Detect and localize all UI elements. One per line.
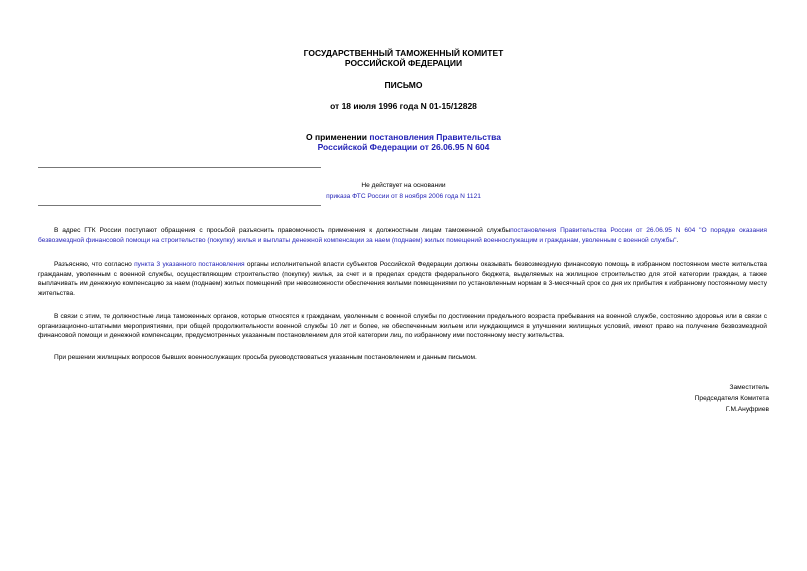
paragraph-2-prefix: Разъясняю, что согласно — [54, 261, 135, 268]
subject-prefix: О применении — [305, 132, 370, 142]
subject-line2 — [0, 142, 807, 152]
paragraph-2-text: органы исполнительной власти субъектов Российской Федерации должны оказывать безвозмездную финансовую помощь в избранном постоянном месте жительства гражданам, уволенным с военной службы, осуществляющим строительство (покупку) жилья, за счет и в пределах средств федерального бюджета, выделяемых на жилищное строительство для этой категории граждан, а также выплачивать им денежную компенсацию за наем (поднаем) жилых помещений при невозможности обеспечения жилыми помещениями по установленным нормам в 3-месячный срок со дня их прибытия к избранному постоянному месту жительства. — [38, 261, 767, 297]
subject-link-part1[interactable]: постановления Правительства — [369, 132, 502, 142]
paragraph-1-end: . — [676, 236, 679, 244]
status-text: Не действует на основании — [361, 182, 446, 189]
paragraph-1 — [38, 226, 767, 245]
org-name-line1: ГОСУДАРСТВЕННЫЙ ТАМОЖЕННЫЙ КОМИТЕТ — [303, 48, 504, 58]
org-name-line2: РОССИЙСКОЙ ФЕДЕРАЦИИ — [344, 58, 463, 68]
doc-type: ПИСЬМО — [384, 80, 423, 90]
paragraph-2-link[interactable]: пункта 3 указанного постановления — [134, 261, 245, 268]
paragraph-4-text: При решении жилищных вопросов бывших военнослужащих просьба руководствоваться указанным постановлением и данным письмом. — [54, 354, 477, 361]
paragraph-1-link[interactable]: постановления Правительства России от 26.06.95 N 604 "О порядке оказания безвозмездной финансовой помощи на строительство (покупку) жилья и выплаты денежной компенсации за наем (поднаем) жилых помещений военнослужащим и гражданам, уволенным с военной службы" — [38, 227, 768, 244]
signature-name: Г.М.Ануфриев — [725, 406, 769, 413]
signature-title: Заместитель — [729, 384, 769, 391]
paragraph-1-text: В адрес ГТК России поступают обращения с просьбой разъяснить правомочность применения к должностным лицам таможенной службы — [54, 227, 511, 234]
status-line2 — [0, 191, 807, 202]
divider-top — [38, 167, 321, 168]
paragraph-3 — [38, 312, 767, 341]
signature-position: Председателя Комитета — [694, 395, 769, 402]
paragraph-3-text: В связи с этим, те должностные лица таможенных органов, которые относятся к гражданам, уволенным с военной службы по достижении предельного возраста пребывания на военной службе, состоянию здоровья или в связи с организационно-штатными мероприятиями, при общей продолжительности военной службы 10 лет и более, не обеспеченным жильем или нуждающимся в улучшении жилищных условий, имеют право на получение безвозмездной финансовой помощи и денежной компенсации, предусмотренных указанным постановлением для этой категории лиц, по избранному ими постоянному месту жительства. — [38, 313, 767, 340]
subject-line1 — [0, 132, 807, 142]
subject-link-part2[interactable]: Российской Федерации от 26.06.95 N 604 — [317, 142, 490, 152]
doc-date-number: от 18 июля 1996 года N 01-15/12828 — [330, 101, 477, 111]
paragraph-2 — [38, 260, 767, 298]
status-link[interactable]: приказа ФТС России от 8 ноября 2006 года N 1121 — [326, 193, 481, 200]
paragraph-4 — [38, 353, 767, 363]
divider-bottom — [38, 205, 321, 206]
